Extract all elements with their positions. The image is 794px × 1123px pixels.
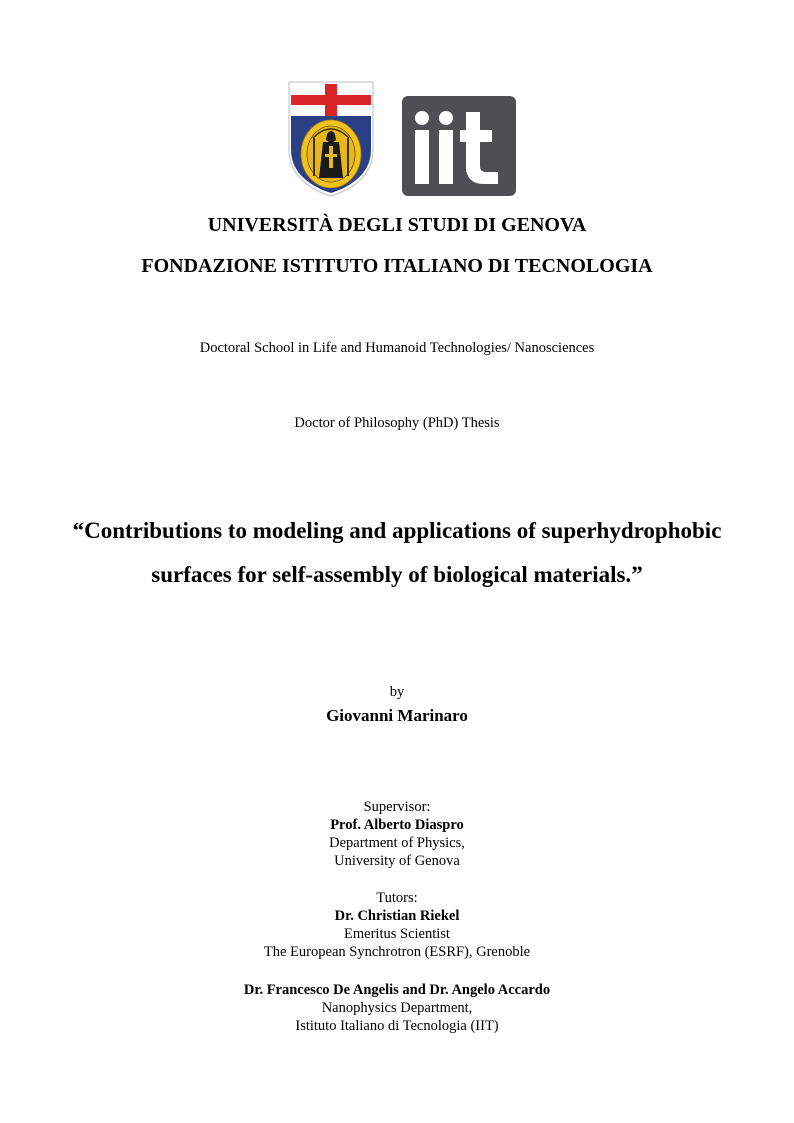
iit-logo <box>402 96 516 196</box>
degree-type: Doctor of Philosophy (PhD) Thesis <box>294 415 500 431</box>
thesis-title-line-2: surfaces for self-assembly of biological materials.” <box>151 562 643 587</box>
tutors-2-3-department: Nanophysics Department, <box>321 1000 473 1016</box>
thesis-title-line-1: “Contributions to modeling and applications of superhydrophobic <box>72 518 722 543</box>
institution-line-1: UNIVERSITÀ DEGLI STUDI DI GENOVA <box>207 214 587 236</box>
unige-crest-logo <box>287 80 375 198</box>
supervisor-university: University of Genova <box>334 853 460 869</box>
tutors-2-3-names: Dr. Francesco De Angelis and Dr. Angelo Accardo <box>243 982 551 998</box>
tutor-1-role: Emeritus Scientist <box>344 926 450 942</box>
author-name: Giovanni Marinaro <box>326 706 468 725</box>
tutor-1-name: Dr. Christian Riekel <box>334 908 460 924</box>
supervisor-name: Prof. Alberto Diaspro <box>330 817 464 833</box>
tutor-1-institution: The European Synchrotron (ESRF), Grenoble <box>263 944 531 960</box>
supervisor-label: Supervisor: <box>363 799 431 815</box>
tutors-label: Tutors: <box>376 890 418 906</box>
supervisor-department: Department of Physics, <box>329 835 465 851</box>
by-label: by <box>389 684 405 700</box>
logo-row <box>0 80 794 198</box>
tutors-2-3-institution: Istituto Italiano di Tecnologia (IIT) <box>295 1018 499 1034</box>
doctoral-school: Doctoral School in Life and Humanoid Technologies/ Nanosciences <box>199 340 595 356</box>
institution-line-2: FONDAZIONE ISTITUTO ITALIANO DI TECNOLOGIA <box>141 255 653 277</box>
